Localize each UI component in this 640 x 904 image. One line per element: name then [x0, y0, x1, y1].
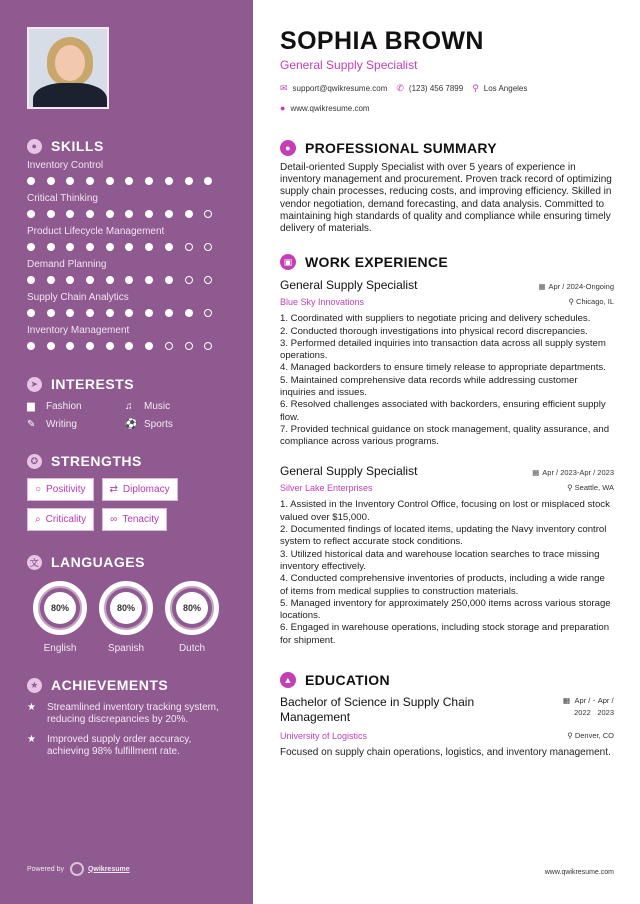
rating-dot [47, 276, 55, 284]
pen-icon: ✎ [27, 419, 36, 430]
job-entry [280, 278, 614, 448]
badge-icon: ✪ [27, 454, 42, 469]
main-content [253, 0, 640, 904]
education-degree: Bachelor of Science in Supply Chain Management [280, 695, 475, 725]
skill-item [27, 226, 231, 254]
rating-dot [66, 210, 74, 218]
rating-dot [125, 342, 133, 350]
contact-info [280, 83, 614, 113]
ball-icon: ⚽ [125, 419, 138, 430]
job-dates-text: Apr / 2024-Ongoing [548, 282, 614, 292]
skills-list [27, 160, 231, 353]
rating-dot [106, 309, 114, 317]
rating-dot [106, 342, 114, 350]
rating-dot [27, 342, 35, 350]
rating-dot [185, 177, 193, 185]
duty-item: 4. Conducted comprehensive inventories of products, including a wide range of items from medical supplies to construction materials. [280, 573, 605, 597]
rating-dot [125, 276, 133, 284]
rating-dot [125, 309, 133, 317]
language-level: 80% [44, 592, 76, 624]
link-icon: ∞ [110, 514, 118, 525]
skill-name: Critical Thinking [27, 193, 98, 204]
skills-heading-text: SKILLS [51, 138, 104, 154]
rating-dot [185, 309, 193, 317]
rating-dot [204, 210, 212, 218]
summary-heading [280, 139, 614, 157]
rating-dot [66, 342, 74, 350]
candidate-name: SOPHIA BROWN [280, 27, 484, 55]
education-start-year: 2022 [574, 708, 591, 718]
education-location [567, 731, 614, 741]
powered-brand-link[interactable]: Qwikresume [87, 865, 130, 873]
duty-item: 1. Assisted in the Inventory Control Office, focusing on lost or misplaced stock valued over $15,000. [280, 499, 610, 523]
rating-dot [86, 309, 94, 317]
skill-rating [27, 240, 231, 254]
skills-heading [27, 137, 231, 155]
interests-heading-text: INTERESTS [51, 376, 135, 392]
strength-chip [27, 508, 94, 531]
skill-name: Demand Planning [27, 259, 107, 270]
rating-dot [47, 309, 55, 317]
duty-item: 1. Coordinated with suppliers to negotiate pricing and delivery schedules. [280, 313, 591, 325]
rating-dot [125, 210, 133, 218]
rating-dot [145, 342, 153, 350]
language-item [93, 581, 159, 654]
rating-dot [165, 210, 173, 218]
rating-dot [66, 177, 74, 185]
rating-dot [145, 177, 153, 185]
graduation-cap-icon: ▲ [280, 672, 296, 688]
interest-label: Music [144, 401, 171, 412]
duty-item: 6. Engaged in warehouse operations, including stock storage and preparation for shipment. [280, 622, 610, 646]
location-pin-icon: ⚲ [567, 483, 575, 493]
job-location [567, 483, 614, 493]
skill-rating [27, 306, 231, 320]
job-title: General Supply Specialist [280, 278, 418, 293]
summary-heading-text: PROFESSIONAL SUMMARY [305, 140, 497, 156]
job-location [568, 297, 614, 307]
strengths-heading [27, 452, 231, 470]
rating-dot [204, 309, 212, 317]
rating-dot [86, 276, 94, 284]
education-end-year: 2023 [597, 708, 614, 718]
language-ring [165, 581, 219, 635]
interest-label: Writing [46, 419, 77, 430]
duty-item: 5. Managed inventory for approximately 250,000 items across various storage locations. [280, 597, 611, 622]
contact-email[interactable] [280, 83, 387, 94]
music-icon: ♫ [125, 401, 133, 412]
jobs-list [280, 278, 614, 647]
experience-section [280, 253, 614, 647]
languages-heading [27, 553, 231, 571]
languages-list [27, 581, 231, 654]
languages-section [27, 553, 231, 654]
job-subheader [280, 297, 614, 307]
rating-dot [47, 342, 55, 350]
rating-dot [204, 177, 212, 185]
rating-dot [145, 243, 153, 251]
language-name: Dutch [178, 643, 206, 654]
language-level: 80% [110, 592, 142, 624]
summary-section [280, 139, 614, 235]
experience-heading-text: WORK EXPERIENCE [305, 254, 448, 271]
achievement-item [27, 734, 231, 758]
rating-dot [165, 276, 173, 284]
user-icon: ● [280, 140, 296, 156]
rating-dot [106, 210, 114, 218]
rating-dot [66, 309, 74, 317]
location-pin-icon: ⚲ [567, 731, 575, 741]
paper-plane-icon: ➤ [27, 377, 42, 392]
rating-dot [66, 276, 74, 284]
language-name: Spanish [107, 643, 145, 654]
duty-item: 3. Utilized historical data and warehouse location searches to trace missing inventory effectively. [280, 548, 600, 572]
rating-dot [165, 177, 173, 185]
rating-dot [165, 309, 173, 317]
sidebar [0, 0, 253, 904]
lightbulb-icon: ● [27, 139, 42, 154]
languages-heading-text: LANGUAGES [51, 554, 145, 570]
language-item [27, 581, 93, 654]
achievements-section [27, 676, 231, 758]
bag-icon: ▆ [27, 401, 35, 412]
skill-item [27, 193, 231, 221]
duty-item: 2. Conducted thorough investigations into physical record discrepancies. [280, 325, 588, 337]
education-heading [280, 671, 614, 689]
strength-chip [102, 508, 167, 531]
rating-dot [106, 177, 114, 185]
search-icon: ⌕ [35, 514, 41, 525]
rating-dot [204, 243, 212, 251]
rating-dot [106, 243, 114, 251]
duty-item: 5. Maintained comprehensive data records while addressing customer inquiries and issues. [280, 374, 578, 398]
summary-text: Detail-oriented Supply Specialist with over 5 years of experience in inventory management and procurement. Proven track record of optimizing supply chain processes, reducing costs, and improving efficiency. Skilled in vendor negotiation, demand forecasting, and data analysis. Committed to maintaining high standards of quality and compliance while ensuring timely delivery of materials. [280, 162, 612, 235]
rating-dot [47, 177, 55, 185]
strength-label: Tenacity [122, 514, 159, 525]
experience-heading [280, 253, 614, 271]
duty-item: 3. Performed detailed inquiries into transaction data across all supply system operations. [280, 337, 606, 362]
location-text: Los Angeles [483, 84, 528, 93]
achievement-item [27, 702, 231, 726]
calendar-icon: ▦ [532, 468, 540, 478]
job-entry [280, 464, 614, 647]
strength-chip [102, 478, 178, 501]
duty-item: 6. Resolved challenges associated with backorders, ensuring efficient supply flow. [280, 399, 606, 423]
strengths-list [27, 478, 231, 531]
rating-dot [145, 309, 153, 317]
education-end [597, 695, 614, 725]
skills-section [27, 137, 231, 353]
job-dates-text: Apr / 2023-Apr / 2023 [542, 468, 614, 478]
language-icon: 文 [27, 555, 42, 570]
location-pin-icon: ⚲ [472, 83, 479, 93]
education-end-month: Apr / [597, 696, 614, 706]
skill-name: Product Lifecycle Management [27, 226, 165, 237]
interest-label: Sports [144, 419, 173, 430]
location-pin-icon: ⚲ [568, 297, 577, 307]
rating-dot [185, 276, 193, 284]
strengths-section [27, 452, 231, 531]
rating-dot [185, 243, 193, 251]
interest-item [125, 401, 223, 412]
skill-rating [27, 174, 231, 188]
star-icon: ★ [27, 734, 36, 745]
candidate-title: General Supply Specialist [280, 58, 418, 72]
rating-dot [125, 177, 133, 185]
rating-dot [27, 177, 35, 185]
achievement-text: Streamlined inventory tracking system, reducing discrepancies by 20%. [47, 702, 219, 725]
duty-item: 7. Provided technical guidance on stock management, quality assurance, and compliance across various programs. [280, 423, 610, 448]
strengths-heading-text: STRENGTHS [51, 453, 142, 469]
strength-label: Diplomacy [122, 484, 170, 495]
duty-item: 4. Managed backorders to ensure timely release to appropriate departments. [280, 362, 606, 374]
job-location-text: Seattle, WA [574, 483, 614, 493]
strength-chip [27, 478, 94, 501]
achievement-text: Improved supply order accuracy, achieving 98% fulfillment rate. [47, 734, 192, 757]
job-company: Blue Sky Innovations [280, 297, 365, 308]
calendar-icon: ▦ [538, 282, 546, 292]
education-school: University of Logistics [280, 731, 368, 742]
calendar-icon: ▦ [563, 696, 571, 706]
star-icon: ★ [27, 702, 36, 713]
achievements-heading-text: ACHIEVEMENTS [51, 677, 169, 693]
skill-item [27, 160, 231, 188]
language-level: 80% [176, 592, 208, 624]
rating-dot [106, 276, 114, 284]
interest-label: Fashion [46, 401, 82, 412]
education-heading-text: EDUCATION [305, 672, 390, 689]
skill-item [27, 292, 231, 320]
skill-name: Inventory Control [27, 160, 104, 171]
rating-dot [27, 309, 35, 317]
rating-dot [86, 177, 94, 185]
language-ring [33, 581, 87, 635]
job-title: General Supply Specialist [280, 464, 418, 479]
rating-dot [204, 276, 212, 284]
qwikresume-logo-icon [70, 862, 84, 876]
language-name: English [43, 643, 77, 654]
education-date-dash: - [592, 696, 596, 706]
skill-rating [27, 273, 231, 287]
contact-phone [396, 83, 463, 94]
job-header [280, 464, 614, 478]
education-location-text: Denver, CO [574, 731, 614, 741]
contact-location [472, 83, 527, 94]
language-item [159, 581, 225, 654]
globe-icon: ● [280, 103, 286, 113]
circle-icon: ○ [35, 484, 42, 495]
email-text: support@qwikresume.com [292, 84, 388, 93]
job-subheader [280, 483, 614, 493]
education-description: Focused on supply chain operations, logistics, and inventory management. [280, 747, 611, 759]
duty-item: 2. Documented findings of located items, updating the Navy inventory control system to reflect accurate stock conditions. [280, 524, 607, 548]
interests-section [27, 375, 231, 430]
rating-dot [27, 210, 35, 218]
education-start [574, 695, 591, 725]
profile-photo [27, 27, 109, 109]
rating-dot [165, 243, 173, 251]
skill-name: Inventory Management [27, 325, 130, 336]
job-dates [538, 282, 614, 291]
strength-label: Positivity [46, 484, 86, 495]
rating-dot [86, 210, 94, 218]
powered-by-text: Powered by [27, 865, 64, 873]
skill-item [27, 259, 231, 287]
interests-list [27, 401, 231, 430]
achievements-heading [27, 676, 231, 694]
rating-dot [145, 210, 153, 218]
website-text: www.qwikresume.com [290, 103, 370, 113]
language-ring [99, 581, 153, 635]
trophy-icon: ★ [27, 678, 42, 693]
skill-name: Supply Chain Analytics [27, 292, 129, 303]
rating-dot [66, 243, 74, 251]
strength-label: Criticality [45, 514, 87, 525]
job-dates [532, 468, 614, 477]
job-location-text: Chicago, IL [576, 297, 614, 307]
education-start-month: Apr / [574, 696, 591, 706]
rating-dot [165, 342, 173, 350]
job-duties [280, 499, 614, 647]
rating-dot [86, 342, 94, 350]
education-entry [280, 695, 614, 725]
contact-website[interactable] [280, 103, 605, 113]
job-header [280, 278, 614, 292]
rating-dot [145, 276, 153, 284]
rating-dot [27, 276, 35, 284]
job-company: Silver Lake Enterprises [280, 483, 373, 494]
education-sub [280, 731, 614, 741]
rating-dot [86, 243, 94, 251]
skill-item [27, 325, 231, 353]
rating-dot [47, 243, 55, 251]
interest-item [27, 419, 125, 430]
skill-rating [27, 339, 231, 353]
rating-dot [185, 342, 193, 350]
rating-dot [27, 243, 35, 251]
education-section [280, 671, 614, 759]
interests-heading [27, 375, 231, 393]
rating-dot [47, 210, 55, 218]
email-icon: ✉ [280, 83, 288, 93]
interest-item [27, 401, 125, 412]
phone-icon: ✆ [396, 83, 404, 93]
job-duties [280, 313, 614, 448]
briefcase-icon: ▣ [280, 254, 296, 270]
phone-text: (123) 456 7899 [408, 84, 464, 93]
skill-rating [27, 207, 231, 221]
footer-website[interactable]: www.qwikresume.com [544, 869, 614, 876]
interest-item [125, 419, 223, 430]
rating-dot [204, 342, 212, 350]
rating-dot [185, 210, 193, 218]
rating-dot [125, 243, 133, 251]
handshake-icon: ⇄ [109, 484, 118, 495]
powered-by [27, 862, 130, 876]
education-dates [563, 695, 614, 725]
